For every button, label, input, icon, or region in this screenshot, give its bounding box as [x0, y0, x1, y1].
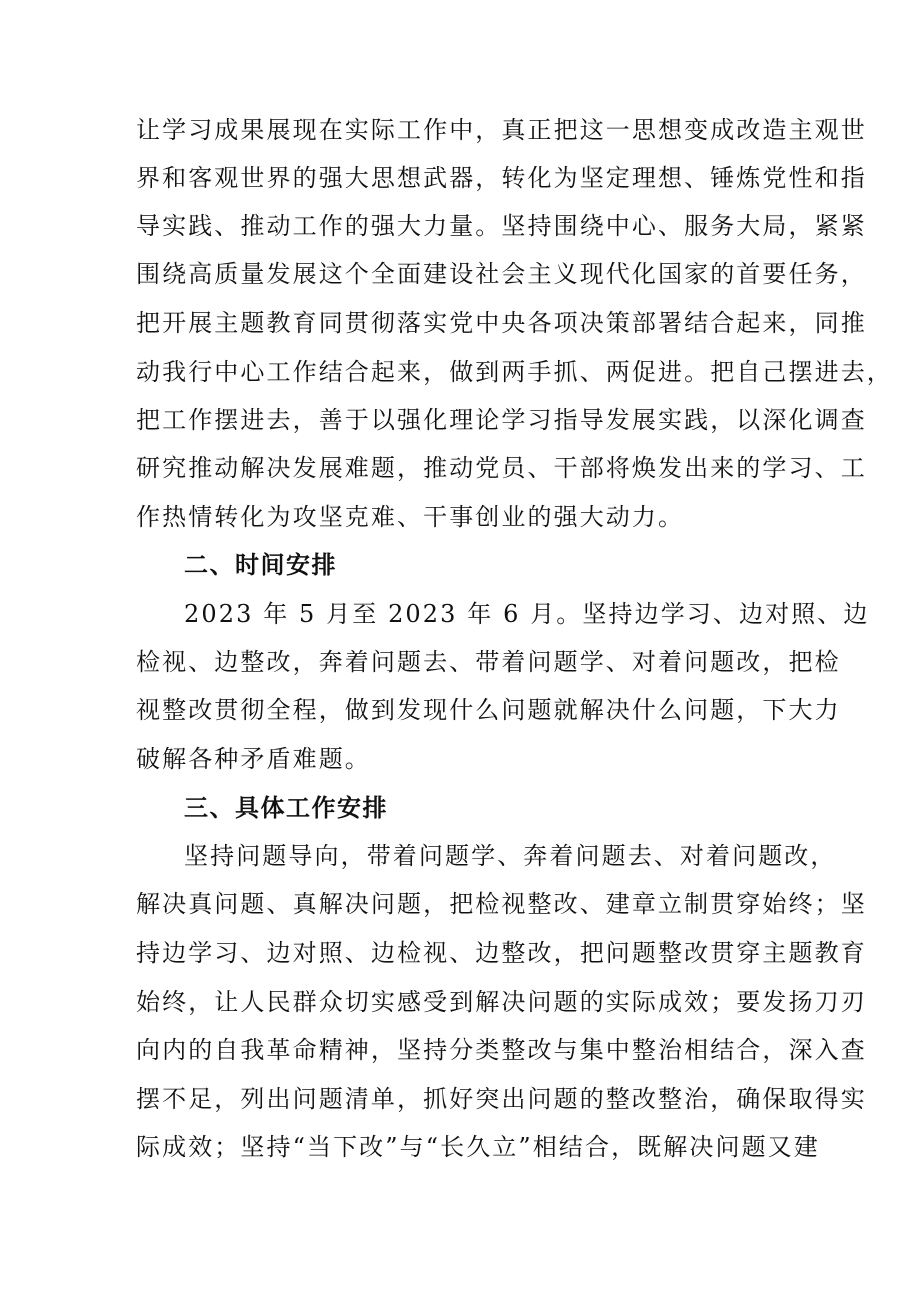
paragraph-line: 作热情转化为攻坚克难、干事创业的强大动力。 [136, 503, 685, 531]
paragraph-line: 让学习成果展现在实际工作中，真正把这一思想变成改造主观世 [136, 116, 867, 144]
paragraph-line: 把工作摆进去，善于以强化理论学习指导发展实践，以深化调查 [136, 406, 867, 434]
paragraph-line: 解决真问题、真解决问题，把检视整改、建章立制贯穿始终；坚 [136, 890, 867, 918]
paragraph-line: 摆不足，列出问题清单，抓好突出问题的整改整治，确保取得实 [136, 1085, 867, 1113]
paragraph-line: 动我行中心工作结合起来，做到两手抓、两促进。把自己摆进去， [136, 358, 893, 386]
paragraph-line: 界和客观世界的强大思想武器，转化为坚定理想、锤炼党性和指 [136, 164, 867, 192]
paragraph-line: 始终，让人民群众切实感受到解决问题的实际成效；要发扬刀刃 [136, 988, 867, 1016]
paragraph-line: 破解各种矛盾难题。 [136, 745, 371, 773]
paragraph-line: 持边学习、边对照、边检视、边整改，把问题整改贯穿主题教育 [136, 939, 867, 967]
paragraph-line: 检视、边整改，奔着问题去、带着问题学、对着问题改，把检 [136, 648, 841, 676]
paragraph-line: 围绕高质量发展这个全面建设社会主义现代化国家的首要任务， [136, 260, 867, 288]
paragraph-line: 2023 年 5 月至 2023 年 6 月。坚持边学习、边对照、边 [184, 600, 870, 628]
paragraph-line: 际成效；坚持“当下改”与“长久立”相结合，既解决问题又建 [136, 1133, 820, 1161]
paragraph-line: 向内的自我革命精神，坚持分类整改与集中整治相结合，深入查 [136, 1036, 867, 1064]
paragraph-line: 视整改贯彻全程，做到发现什么问题就解决什么问题，下大力 [136, 696, 841, 724]
section-heading-work-arrangement: 三、具体工作安排 [184, 794, 388, 822]
paragraph-line: 研究推动解决发展难题，推动党员、干部将焕发出来的学习、工 [136, 454, 867, 482]
paragraph-line: 导实践、推动工作的强大力量。坚持围绕中心、服务大局，紧紧 [136, 212, 867, 240]
paragraph-line: 坚持问题导向，带着问题学、奔着问题去、对着问题改， [184, 842, 837, 870]
paragraph-line: 把开展主题教育同贯彻落实党中央各项决策部署结合起来，同推 [136, 309, 867, 337]
section-heading-schedule: 二、时间安排 [184, 551, 337, 579]
